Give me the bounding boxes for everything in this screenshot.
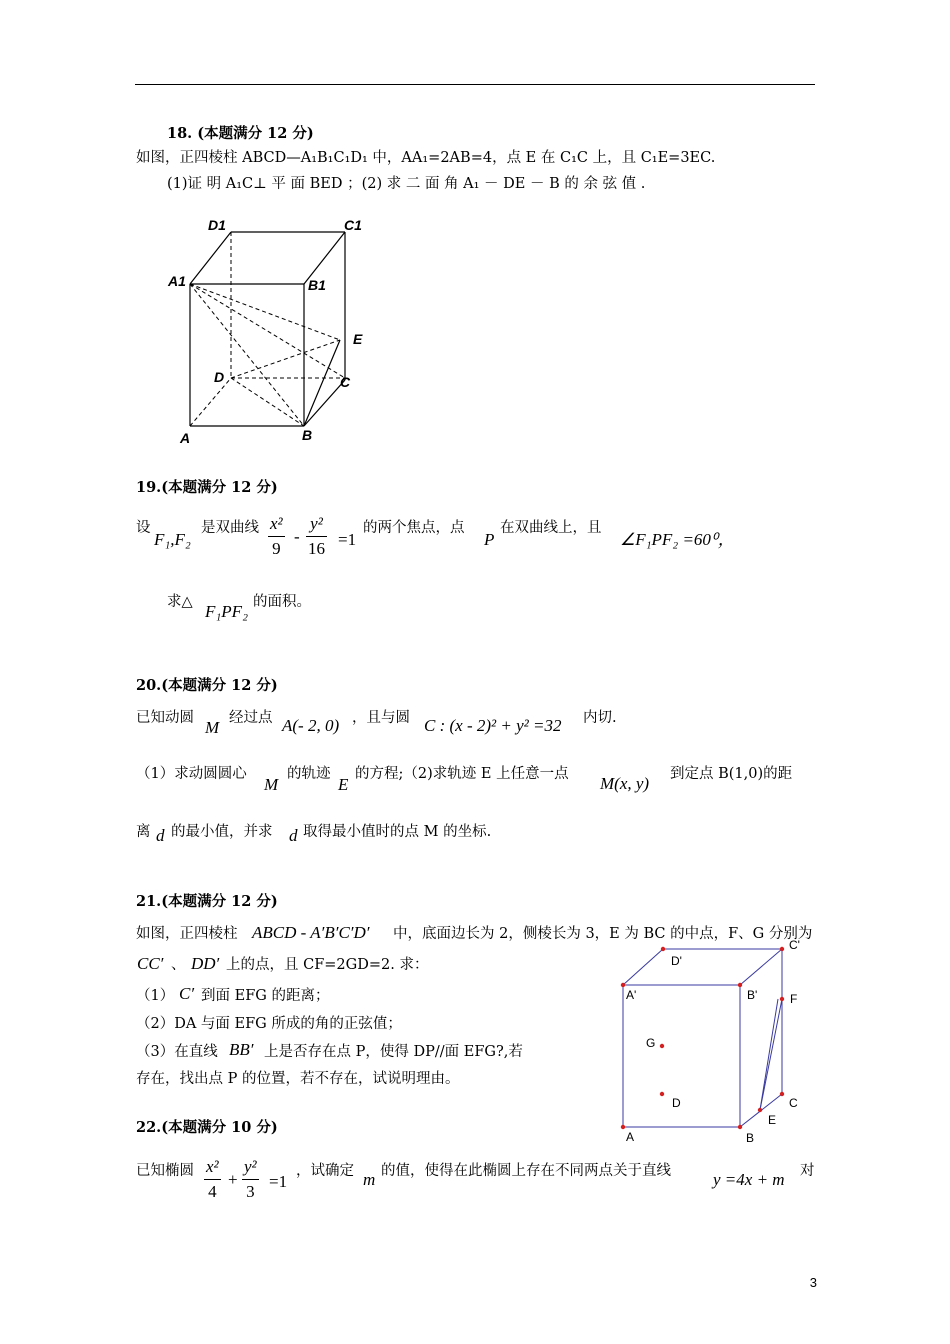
q21-bb: BB′: [229, 1040, 254, 1059]
q22-l1-d: 对: [800, 1163, 815, 1179]
q20-mxy: M(x, y): [600, 774, 650, 793]
fraction-bar: [242, 1179, 259, 1180]
q19-ask-prefix: 求△: [167, 594, 193, 610]
q19-point-p: P: [484, 530, 495, 549]
q19-fraction-x: [268, 514, 285, 559]
q19-two-foci: 的两个焦点，点: [363, 520, 465, 536]
q21-label-cp: C': [789, 938, 800, 952]
q18-line1: 如图，正四棱柱 ABCD—A₁B₁C₁D₁ 中，AA₁=2AB=4，点 E 在 C₁C 上，且 C₁E=3EC.: [136, 150, 716, 166]
q22-header: 22.(本题满分 10 分): [136, 1119, 278, 1136]
q21-label-d: D: [672, 1096, 681, 1110]
q21-l1-b: 中，底面边长为 2，侧棱长为 3，E 为 BC 的中点，F、G 分别为: [393, 926, 813, 942]
q21-l2-b: 上的点，且 CF=2GD=2. 求：: [226, 957, 429, 973]
q19-frac2-den: 16: [308, 539, 325, 558]
q22-frac1-den: 4: [208, 1182, 217, 1201]
q19-fraction-y: [306, 514, 327, 559]
q21-p2: （2）DA 与面 EFG 所成的角的正弦值；: [136, 1016, 402, 1032]
q18-prism-figure: [160, 210, 380, 455]
q19-frac1-num: x²: [270, 514, 283, 533]
q20-l2-b: 的轨迹: [287, 766, 331, 782]
q20-l1-d: 内切.: [583, 710, 617, 726]
q22-l1-a: 已知椭圆: [136, 1163, 194, 1179]
q20-l1-b: 经过点: [229, 710, 273, 726]
q20-l2-c: 的方程;（2)求轨迹 E 上任意一点: [355, 766, 569, 782]
q18-label-c: C: [340, 374, 351, 390]
q21-prism-figure: [610, 935, 820, 1150]
fraction-bar: [204, 1179, 221, 1180]
q22-fraction-y: [242, 1157, 259, 1202]
q20-l2-d: 到定点 B(1,0)的距: [670, 766, 793, 782]
q20-l1-c: ，且与圆: [352, 710, 410, 726]
q18-line2: (1)证 明 A₁C⊥ 平 面 BED ；(2) 求 二 面 角 A₁ － DE － B 的 余 弦 值 .: [167, 176, 646, 192]
q20-l2-a: （1）求动圆圆心: [136, 766, 247, 782]
q20-d: d: [156, 826, 165, 845]
q19-angle: ∠F₁PF₂ =60⁰，: [620, 530, 735, 549]
q19-ask-suffix: 的面积。: [253, 594, 311, 610]
q22-l1-c: 的值，使得在此椭圆上存在不同两点关于直线: [381, 1163, 671, 1179]
q22-frac2-den: 3: [246, 1182, 255, 1201]
q18-label-a1: A1: [168, 273, 186, 289]
q19-header: 19.(本题满分 12 分): [136, 479, 278, 496]
q22-l1-b: ，试确定: [296, 1163, 354, 1179]
q20-l1-a: 已知动圆: [136, 710, 194, 726]
q21-label-e: E: [768, 1113, 777, 1127]
q22-plus: +: [228, 1170, 238, 1189]
q21-l1-a: 如图，正四棱柱: [136, 926, 238, 942]
q20-l3-c: 取得最小值时的点 M 的坐标.: [303, 824, 492, 840]
q22-m: m: [363, 1170, 376, 1189]
q21-cp: C′: [179, 984, 195, 1003]
q19-minus: -: [294, 527, 300, 546]
q22-line: y =4x + m: [713, 1170, 785, 1189]
q22-fraction-x: [204, 1157, 221, 1202]
q20-l3-b: 的最小值，并求: [171, 824, 273, 840]
q21-cc: CC′: [137, 954, 164, 973]
q21-dd: DD′: [191, 954, 220, 973]
q19-is-hyperbola: 是双曲线: [201, 520, 259, 536]
q18-label-e: E: [353, 331, 363, 347]
q19-triangle: F₁PF₂: [205, 602, 248, 621]
q21-sep: 、: [171, 957, 186, 973]
q21-p3-a: （3）在直线: [136, 1044, 218, 1060]
page-number: 3: [809, 1275, 817, 1290]
q20-header: 20.(本题满分 12 分): [136, 677, 278, 694]
q21-label-c: C: [789, 1096, 798, 1110]
q21-header: 21.(本题满分 12 分): [136, 893, 278, 910]
q20-e: E: [338, 775, 349, 794]
q22-eq1: =1: [269, 1172, 288, 1191]
q21-label-a: A: [626, 1130, 635, 1144]
q21-label-dp: D': [671, 954, 682, 968]
q18-label-c1: C1: [344, 217, 362, 233]
q20-m: M: [205, 718, 220, 737]
q19-eq1: =1: [338, 530, 357, 549]
q18-header: 18. (本题满分 12 分): [167, 125, 314, 142]
q19-on-hyperbola: 在双曲线上，且: [500, 520, 602, 536]
q21-p3-b: 上是否存在点 P，使得 DP//面 EFG?,若: [264, 1044, 523, 1060]
header-rule: [135, 84, 815, 85]
q18-label-b1: B1: [308, 277, 326, 293]
q20-m2: M: [264, 775, 279, 794]
q21-p1-a: （1）: [136, 988, 175, 1004]
q22-frac1-num: x²: [206, 1157, 219, 1176]
q22-frac2-num: y²: [244, 1157, 257, 1176]
q21-label-f: F: [790, 992, 798, 1006]
q18-label-b: B: [302, 427, 313, 443]
q21-p3-c: 存在，找出点 P 的位置，若不存在，试说明理由。: [136, 1071, 460, 1087]
q21-label-b: B: [746, 1131, 755, 1145]
q20-l3-a: 离: [136, 824, 151, 840]
q21-p1-b: 到面 EFG 的距离；: [201, 988, 330, 1004]
q19-foci: F₁,F₂: [154, 530, 191, 549]
q20-d2: d: [289, 826, 298, 845]
q21-label-bp: B': [747, 988, 758, 1002]
q19-frac1-den: 9: [272, 539, 281, 558]
q19-prefix: 设: [136, 520, 151, 536]
q20-point-a: A(- 2, 0): [282, 716, 340, 735]
q18-label-a: A: [180, 430, 191, 446]
q21-label-ap: A': [626, 988, 637, 1002]
q21-label-g: G: [646, 1036, 656, 1050]
q21-prism: ABCD - A′B′C′D′: [252, 923, 370, 942]
fraction-bar: [268, 536, 285, 537]
fraction-bar: [306, 536, 327, 537]
q19-frac2-num: y²: [310, 514, 323, 533]
q20-circle: C : (x - 2)² + y² =32: [424, 716, 562, 735]
q18-label-d1: D1: [208, 217, 226, 233]
q18-label-d: D: [214, 369, 225, 385]
